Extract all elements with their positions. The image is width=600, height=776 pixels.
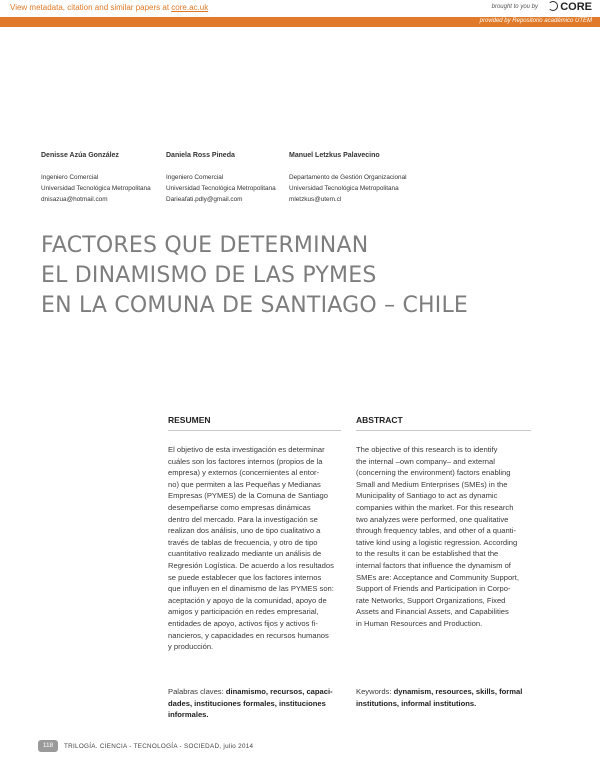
author-2 xyxy=(166,150,276,205)
page-number: 118 xyxy=(42,742,54,749)
author-role: Departamento de Gestión Organizacional xyxy=(289,174,407,181)
title-line: EN LA COMUNA DE SANTIAGO – CHILE xyxy=(41,293,469,318)
journal-footer: TRILOGÍA. CIENCIA - TECNOLOGÍA - SOCIEDAD, julio 2014 xyxy=(64,743,254,750)
core-banner xyxy=(0,0,600,16)
resumen-heading: RESUMEN xyxy=(168,415,211,425)
resumen-line: se puede establecer que los factores internos xyxy=(168,572,322,582)
abstract-line: tative kind using a logistic regression. According xyxy=(356,537,518,547)
keywords-value: informales. xyxy=(168,710,209,720)
author-name: Denisse Azúa González xyxy=(41,152,119,159)
provided-by-text: provided by Repositorio académico UTEM xyxy=(479,18,592,24)
abstract-line: the internal –own company– and external xyxy=(356,456,495,466)
abstract-line: (concerning the environment) factors enabling xyxy=(356,468,511,478)
author-3 xyxy=(289,150,407,205)
author-email: dnisazua@hotmail.com xyxy=(41,196,108,203)
core-link-prefix: View metadata, citation and similar papers at xyxy=(10,3,172,12)
author-email: Darieafati.pdly@gmail.com xyxy=(166,196,243,203)
abstract-line: Municipality of Santiago to act as dynamic xyxy=(356,491,498,501)
author-email: mletzkus@utem.cl xyxy=(289,196,342,203)
abstract-line: Support of Friends and Participation in Corpo- xyxy=(356,584,511,594)
abstract-body xyxy=(356,444,531,630)
author-affiliation: Universidad Tecnológica Metropolitana xyxy=(41,185,151,192)
abstract-line: The objective of this research is to identify xyxy=(356,445,498,454)
resumen-line: entidades de apoyo, activos fijos y activos fi- xyxy=(168,618,318,628)
provided-by-bar xyxy=(0,17,600,27)
resumen-line: nancieros, y capacidades en recursos humanos xyxy=(168,630,329,640)
resumen-line: Regresión Logística. De acuerdo a los resultados xyxy=(168,560,334,570)
author-role: Ingeniero Comercial xyxy=(41,174,99,181)
abstract-line: two analyzes were performed, one qualitative xyxy=(356,514,509,524)
abstract-keywords xyxy=(356,686,536,709)
abstract-line: in Human Resources and Production. xyxy=(356,618,483,628)
keywords-label: Keywords: xyxy=(356,687,392,696)
core-link[interactable]: core.ac.uk xyxy=(171,3,209,12)
resumen-line: cuantitativo realizado mediante un análisis de xyxy=(168,549,322,559)
keywords-value: institutions, informal institutions. xyxy=(356,698,477,708)
abstract-divider xyxy=(356,430,531,431)
resumen-line: amigos y participación en redes empresarial, xyxy=(168,607,319,617)
abstract-line: rate Networks, Support Organizations, Fixed xyxy=(356,595,506,605)
resumen-divider xyxy=(168,430,341,431)
author-1 xyxy=(41,150,151,205)
keywords-value: dinamismo, recursos, capaci- xyxy=(225,687,333,696)
abstract-line: companies within the market. For this research xyxy=(356,502,514,512)
resumen-keywords xyxy=(168,686,348,721)
title-line: EL DINAMISMO DE LAS PYMES xyxy=(41,263,377,288)
author-affiliation: Universidad Tecnológica Metropolitana xyxy=(166,185,276,192)
keywords-value: dynamism, resources, skills, formal xyxy=(393,687,523,696)
abstract-line: SMEs are: Acceptance and Community Support, xyxy=(356,572,519,582)
resumen-line: desempeñarse como empresas dinámicas xyxy=(168,502,311,512)
core-logo-icon xyxy=(548,1,558,11)
resumen-line: empresa) y externos (concernientes al entor- xyxy=(168,468,320,478)
abstract-line: internal factors that influence the dynamism of xyxy=(356,560,511,570)
abstract-line: to the results it can be established that the xyxy=(356,549,499,559)
resumen-line: realizan dos análisis, uno de tipo cualitativo a xyxy=(168,526,321,536)
abstract-line: through frequency tables, and other of a quanti- xyxy=(356,526,516,536)
resumen-line: El objetivo de esta investigación es determinar xyxy=(168,445,325,454)
resumen-line: y producción. xyxy=(168,642,214,652)
author-role: Ingeniero Comercial xyxy=(166,174,224,181)
abstract-line: Small and Medium Enterprises (SMEs) in the xyxy=(356,479,508,489)
resumen-line: través de tablas de frecuencia, y otro de tipo xyxy=(168,537,318,547)
page-number-badge xyxy=(38,740,58,752)
title-line: FACTORES QUE DETERMINAN xyxy=(41,233,369,258)
resumen-line: dentro del mercado. Para la investigación se xyxy=(168,514,318,524)
author-name: Daniela Ross Pineda xyxy=(166,152,235,159)
resumen-line: no) que permiten a las Pequeñas y Medianas xyxy=(168,479,321,489)
author-affiliation: Universidad Tecnológica Metropolitana xyxy=(289,185,399,192)
author-name: Manuel Letzkus Palavecino xyxy=(289,152,380,159)
resumen-body xyxy=(168,444,341,653)
core-logo[interactable] xyxy=(548,1,592,13)
brought-by-text: brought to you by xyxy=(491,4,538,10)
resumen-line: cuáles son los factores internos (propios de la xyxy=(168,456,323,466)
abstract-line: Assets and Financial Assets, and Capabilities xyxy=(356,607,509,617)
keywords-label: Palabras claves: xyxy=(168,687,224,696)
core-logo-text: CORE xyxy=(560,1,592,13)
resumen-line: que influyen en el dinamismo de las PYMES son: xyxy=(168,584,334,594)
abstract-heading: ABSTRACT xyxy=(356,415,403,425)
resumen-line: Empresas (PYMES) de la Comuna de Santiago xyxy=(168,491,328,501)
resumen-line: aceptación y apoyo de la comunidad, apoyo de xyxy=(168,595,327,605)
core-metadata-link[interactable] xyxy=(10,3,208,12)
keywords-value: dades, instituciones formales, instituciones xyxy=(168,698,326,708)
paper-title xyxy=(41,231,468,321)
